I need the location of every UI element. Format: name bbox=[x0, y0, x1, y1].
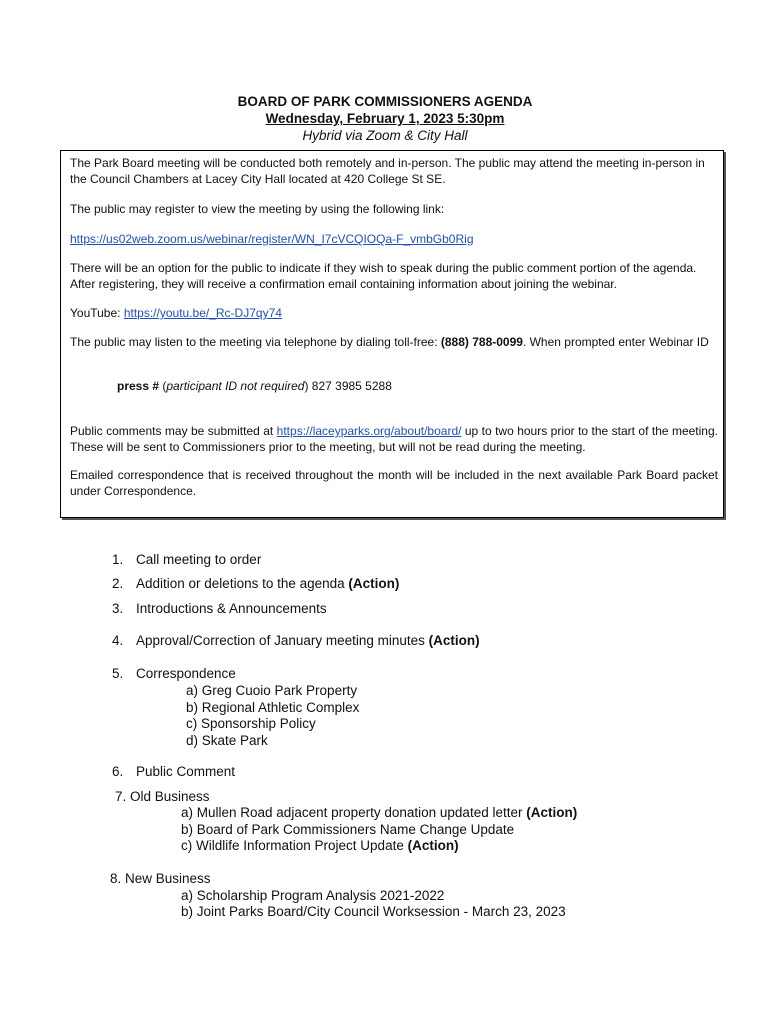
page-title: BOARD OF PARK COMMISSIONERS AGENDA bbox=[237, 94, 533, 109]
notice-paragraph-1: The Park Board meeting will be conducted both remotely and in-person. The public may attend the meeting in-person in the Council Chambers at Lacey City Hall located at 420 College St SE. bbox=[70, 156, 705, 186]
zoom-registration-link[interactable]: https://us02web.zoom.us/webinar/register/WN_I7cVCQIOQa-F_vmbGb0Rig bbox=[70, 232, 474, 246]
agenda-sub-item: b) Regional Athletic Complex bbox=[186, 700, 360, 715]
agenda-sub-item: c) Wildlife Information Project Update (Action) bbox=[181, 838, 459, 853]
agenda-sub-item: d) Skate Park bbox=[186, 733, 268, 748]
action-tag: (Action) bbox=[407, 838, 459, 853]
participant-note: participant ID not required bbox=[166, 379, 305, 393]
notice-zoom-line bbox=[70, 232, 718, 248]
webinar-id: ) 827 3985 5288 bbox=[304, 379, 392, 393]
action-tag: (Action) bbox=[526, 805, 578, 820]
agenda-sub-item: a) Scholarship Program Analysis 2021-2022 bbox=[181, 888, 445, 903]
action-tag: (Action) bbox=[428, 633, 480, 648]
action-tag: (Action) bbox=[348, 576, 400, 591]
youtube-label: YouTube: bbox=[70, 306, 124, 320]
agenda-sub-item: c) Sponsorship Policy bbox=[186, 716, 316, 731]
agenda-item-4: 4. Approval/Correction of January meeting minutes (Action) bbox=[112, 633, 480, 648]
agenda-item-7: 7. Old Business bbox=[115, 789, 210, 804]
agenda-sub-item: a) Mullen Road adjacent property donation updated letter (Action) bbox=[181, 805, 578, 820]
agenda-header bbox=[0, 93, 770, 144]
press-label: press # bbox=[117, 379, 160, 393]
notice-paragraph-5: Public comments may be submitted at https://laceyparks.org/about/board/ up to two hours prior to the start of the meeting. These will be sent to Commissioners prior to the meeting, but will not be read during the meeting. bbox=[70, 424, 718, 454]
agenda-item-3: 3. Introductions & Announcements bbox=[112, 601, 327, 616]
agenda-sub-item: b) Board of Park Commissioners Name Change Update bbox=[181, 822, 515, 837]
public-comments-link[interactable]: https://laceyparks.org/about/board/ bbox=[276, 424, 462, 438]
youtube-link[interactable]: https://youtu.be/_Rc-DJ7qy74 bbox=[123, 306, 282, 320]
agenda-item-2: 2. Addition or deletions to the agenda (Action) bbox=[112, 576, 400, 591]
notice-paragraph-4 bbox=[70, 335, 718, 351]
meeting-date: Wednesday, February 1, 2023 5:30pm bbox=[265, 111, 505, 126]
agenda-sub-item: b) Joint Parks Board/City Council Worksession - March 23, 2023 bbox=[181, 904, 566, 919]
agenda-sub-item: a) Greg Cuoio Park Property bbox=[186, 683, 358, 698]
notice-paragraph-6: Emailed correspondence that is received throughout the month will be included in the next available Park Board packet under Correspondence. bbox=[70, 468, 718, 498]
meeting-notice-box bbox=[60, 150, 724, 518]
agenda-item-5: 5. Correspondence bbox=[112, 666, 236, 681]
notice-paragraph-2: The public may register to view the meeting by using the following link: bbox=[70, 202, 445, 216]
agenda-item-6: 6. Public Comment bbox=[112, 764, 236, 779]
phone-intro: The public may listen to the meeting via telephone by dialing toll-free: bbox=[70, 335, 441, 349]
webinar-id-line: press # (participant ID not required) 827 3985 5288 bbox=[117, 379, 392, 393]
meeting-format: Hybrid via Zoom & City Hall bbox=[302, 128, 468, 143]
agenda-item-1: 1. Call meeting to order bbox=[112, 552, 262, 567]
phone-prompt: . When prompted enter Webinar ID bbox=[522, 335, 709, 349]
agenda-item-8: 8. New Business bbox=[110, 871, 211, 886]
notice-youtube-line bbox=[70, 306, 718, 322]
notice-paragraph-3: There will be an option for the public to indicate if they wish to speak during the public comment portion of the agenda. After registering, they will receive a confirmation email containing information about joining the webinar. bbox=[70, 261, 697, 291]
phone-number: (888) 788-0099 bbox=[440, 335, 523, 349]
